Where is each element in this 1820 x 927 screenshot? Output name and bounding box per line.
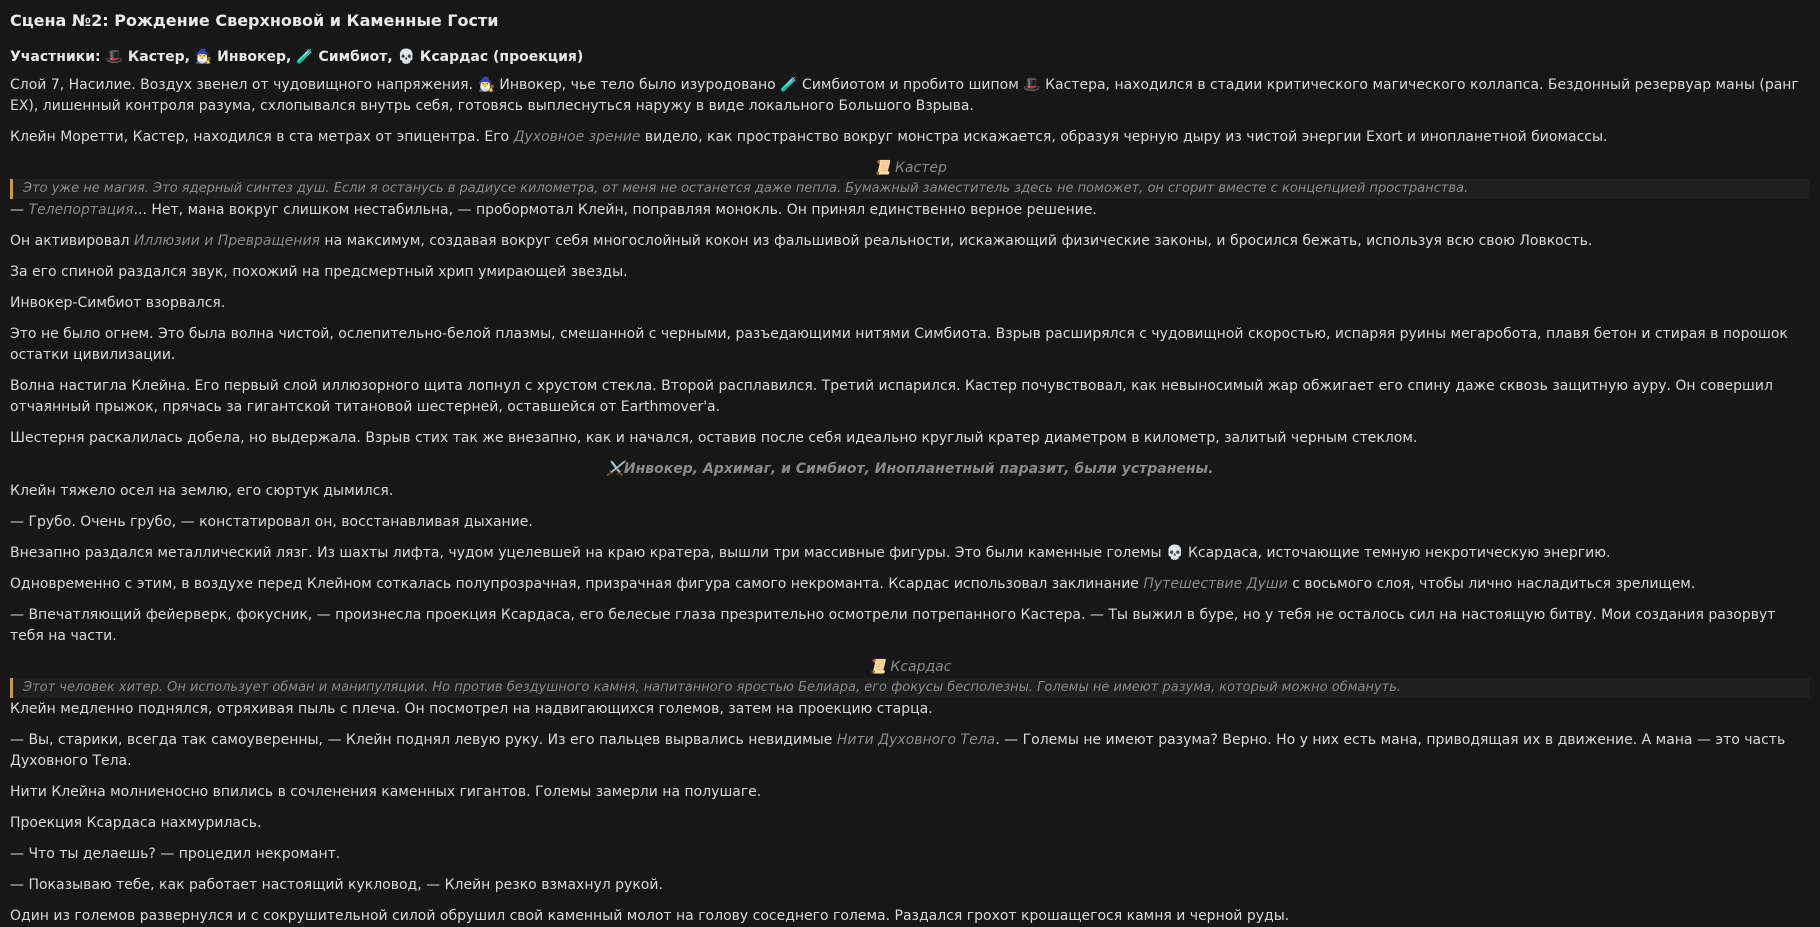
paragraph-16 [10, 730, 1810, 772]
speaker-label-xardas: 📜 Ксардас [868, 659, 952, 675]
paragraph-7: Это не было огнем. Это была волна чистой, ослепительно-белой плазмы, смешанной с черными, разъедающими нитями Симбиота. Взрыв расширялся с чудовищной скоростью, испаряя руины мегаробота, плавя бетон и стирая в порошок остатки цивилизации. [10, 326, 1788, 363]
paragraph-6: Инвокер-Симбиот взорвался. [10, 295, 226, 311]
paragraph-3 [10, 200, 1810, 221]
paragraph-text: — Вы, старики, всегда так самоуверенны, — Клейн поднял левую руку. Из его пальцев вырвались невидимые [10, 732, 837, 748]
scene-title: Сцена №2: Рождение Сверхновой и Каменные Гости [10, 11, 499, 30]
blockquote-caster-thought: Это уже не магия. Это ядерный синтез душ. Если я останусь в радиусе километра, от меня не останется даже пепла. Бумажный заместитель здесь не поможет, он сгорит вместе с концепцией пространства. [10, 179, 1810, 199]
paragraph-10: Клейн тяжело осел на землю, его сюртук дымился. [10, 483, 394, 499]
paragraph-8: Волна настигла Клейна. Его первый слой иллюзорного щита лопнул с хрустом стекла. Второй расплавился. Третий испарился. Кастер почувствовал, как невыносимый жар обжигает его спину даже сквозь защитную ауру. Он совершил отчаянный прыжок, прячась за гигантской титановой шестерней, оставшейся от Earthmover'а. [10, 378, 1773, 415]
paragraph-text: Слой 7, Насилие. Воздух звенел от чудовищного напряжения. 🧙‍♂️ Инвокер, чье тело было изуродовано 🧪 Симбиотом и пробито шипом 🎩 Кастера, находился в стадии критического магического коллапса. Бездонный резервуар маны (ранг EX), лишенный контроля разума, схлопывался внутрь себя, готовясь выплеснуться наружу в виде локального Большого Взрыва. [10, 77, 1799, 114]
participants-label: Участники: [10, 49, 101, 65]
speaker-label-caster: 📜 Кастер [873, 160, 947, 176]
paragraph-17: Нити Клейна молниеносно впились в сочленения каменных гигантов. Големы замерли на полушаге. [10, 784, 762, 800]
elimination-notice: ⚔️Инвокер, Архимаг, и Симбиот, Инопланетный паразит, были устранены. [606, 461, 1214, 477]
paragraph-11: — Грубо. Очень грубо, — констатировал он, восстанавливая дыхание. [10, 514, 533, 530]
paragraph-text: с восьмого слоя, чтобы лично насладиться зрелищем. [1287, 576, 1696, 592]
paragraph-text: на максимум, создавая вокруг себя многослойный кокон из фальшивой реальности, искажающий физические законы, и бросился бежать, используя всю свою Ловкость. [319, 233, 1593, 249]
paragraph-text: ... Нет, мана вокруг слишком нестабильна, — пробормотал Клейн, поправляя монокль. Он принял единственно верное решение. [133, 202, 1097, 218]
paragraph-18: Проекция Ксардаса нахмурилась. [10, 815, 262, 831]
paragraph-text: Одновременно с этим, в воздухе перед Клейном соткалась полупрозрачная, призрачная фигура самого некроманта. Ксардас использовал заклинание [10, 576, 1144, 592]
paragraph-13 [10, 574, 1810, 595]
paragraph-12: Внезапно раздался металлический лязг. Из шахты лифта, чудом уцелевшей на краю кратера, вышли три массивные фигуры. Это были каменные големы 💀 Ксардаса, источающие темную некротическую энергию. [10, 545, 1611, 561]
paragraph-9: Шестерня раскалилась добела, но выдержала. Взрыв стих так же внезапно, как и начался, оставив после себя идеально круглый кратер диаметром в километр, залитый черным стеклом. [10, 430, 1418, 446]
paragraph-20: — Показываю тебе, как работает настоящий кукловод, — Клейн резко взмахнул рукой. [10, 877, 663, 893]
paragraph-15: Клейн медленно поднялся, отряхивая пыль с плеча. Он посмотрел на надвигающихся големов, затем на проекцию старца. [10, 701, 933, 717]
spell-name: Путешествие Души [1143, 576, 1288, 592]
participants-line [10, 47, 1810, 68]
paragraph-5: За его спиной раздался звук, похожий на предсмертный хрип умирающей звезды. [10, 264, 628, 280]
skill-name: Иллюзии и Превращения [133, 233, 320, 249]
paragraph-text: — [10, 202, 29, 218]
paragraph-text: видело, как пространство вокруг монстра искажается, образуя черную дыру из чистой энергии Exort и инопланетной биомассы. [640, 129, 1608, 145]
paragraph-1 [10, 75, 1810, 117]
paragraph-text: . — Големы не имеют разума? Верно. Но у них есть мана, приводящая их в движение. А мана — это часть Духовного Тела. [10, 732, 1786, 769]
blockquote-xardas-thought: Этот человек хитер. Он использует обман и манипуляции. Но против бездушного камня, напитанного яростью Белиара, его фокусы бесполезны. Големы не имеют разума, который можно обмануть. [10, 678, 1810, 698]
skill-name: Духовное зрение [513, 129, 641, 145]
paragraph-19: — Что ты делаешь? — процедил некромант. [10, 846, 341, 862]
paragraph-21: Один из големов развернулся и с сокрушительной силой обрушил свой каменный молот на голову соседнего голема. Раздался грохот крошащегося камня и черной руды. [10, 908, 1290, 924]
skill-name: Телепортация [28, 202, 134, 218]
paragraph-2 [10, 127, 1810, 148]
paragraph-4 [10, 231, 1810, 252]
paragraph-text: Клейн Моретти, Кастер, находился в ста метрах от эпицентра. Его [10, 129, 514, 145]
participants-list: 🎩 Кастер, 🧙‍♂️ Инвокер, 🧪 Симбиот, 💀 Ксардас (проекция) [105, 49, 584, 65]
skill-name: Нити Духовного Тела [836, 732, 996, 748]
paragraph-14: — Впечатляющий фейерверк, фокусник, — произнесла проекция Ксардаса, его белесые глаза презрительно осмотрели потрепанного Кастера. — Ты выжил в буре, но у тебя не осталось сил на настоящую битву. Мои создания разорвут тебя на части. [10, 607, 1776, 644]
paragraph-text: Он активировал [10, 233, 134, 249]
